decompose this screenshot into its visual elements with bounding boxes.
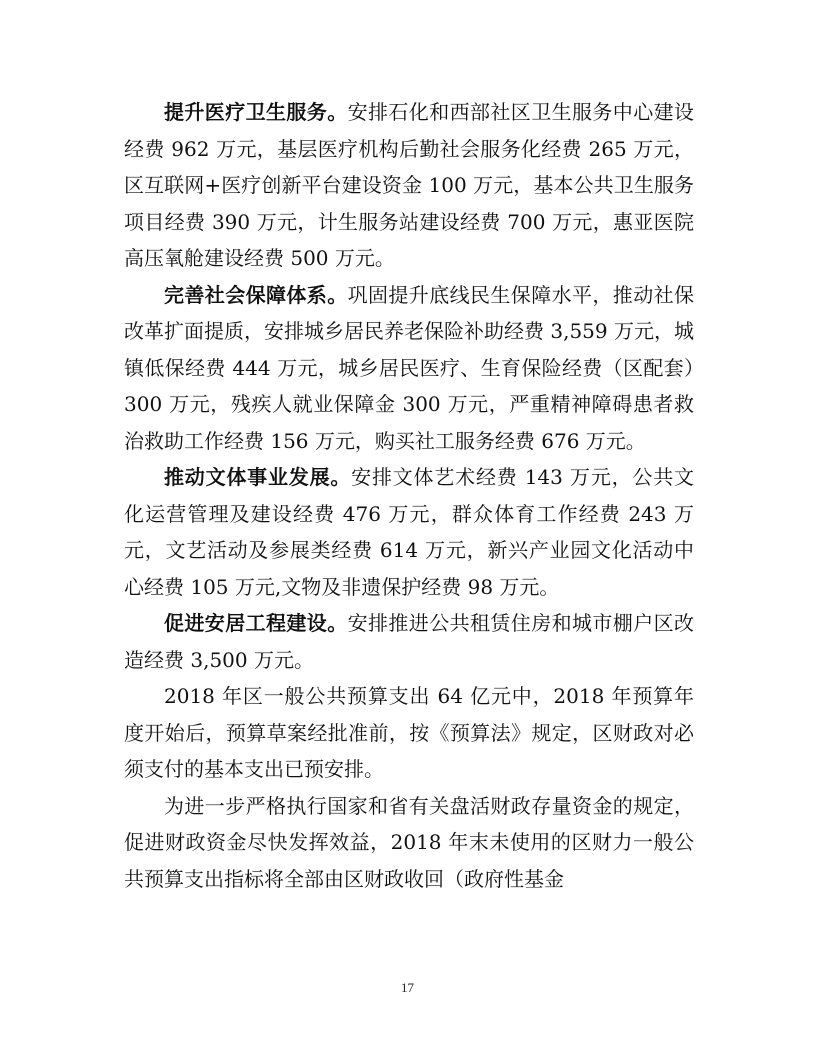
- paragraph-fund-recall: [124, 788, 694, 898]
- paragraph-housing: [124, 605, 694, 678]
- paragraph-heading: 提升医疗卫生服务。: [164, 100, 348, 124]
- page-number: 17: [401, 980, 414, 995]
- paragraph-text: 巩固提升底线民生保障水平，推动社保改革扩面提质，安排城乡居民养老保险补助经费 3,559 万元，城镇低保经费 444 万元，城乡居民医疗、生育保险经费（区配套）300 万元，残疾人就业保障金 300 万元，严重精神障碍患者救治救助工作经费 156 万元，购买社工服务经费 676 万元。: [124, 282, 695, 453]
- paragraph-heading: 完善社会保障体系。: [164, 282, 348, 307]
- paragraph-heading: 推动文体事业发展。: [164, 465, 352, 489]
- paragraph-culture-sports: [124, 459, 694, 605]
- paragraph-text: 安排推进公共租赁住房和城市棚户区改造经费 3,500 万元。: [124, 611, 695, 672]
- paragraph-text: 为进一步严格执行国家和省有关盘活财政存量资金的规定，促进财政资金尽快发挥效益，2018 年末未使用的区财力一般公共预算支出指标将全部由区财政收回（政府性基金: [124, 793, 694, 891]
- paragraph-text: 2018 年区一般公共预算支出 64 亿元中，2018 年预算年度开始后，预算草案经批准前，按《预算法》规定，区财政对必须支付的基本支出已预安排。: [124, 684, 694, 781]
- paragraph-budget-2018: [124, 678, 694, 788]
- paragraph-text: 安排石化和西部社区卫生服务中心建设经费 962 万元，基层医疗机构后勤社会服务化经费 265 万元，区互联网+医疗创新平台建设资金 100 万元，基本公共卫生服务项目经费 390 万元，计生服务站建设经费 700 万元，惠亚医院高压氧舱建设经费 500 万元。: [124, 100, 695, 270]
- document-body: [124, 94, 694, 897]
- paragraph-heading: 促进安居工程建设。: [164, 611, 348, 635]
- paragraph-medical-services: [124, 94, 694, 277]
- paragraph-text: 安排文体艺术经费 143 万元，公共文化运营管理及建设经费 476 万元，群众体育工作经费 243 万元，文艺活动及参展类经费 614 万元，新兴产业园文化活动中心经费 105 万元,文物及非遗保护经费 98 万元。: [124, 465, 695, 599]
- paragraph-social-security: [124, 277, 694, 460]
